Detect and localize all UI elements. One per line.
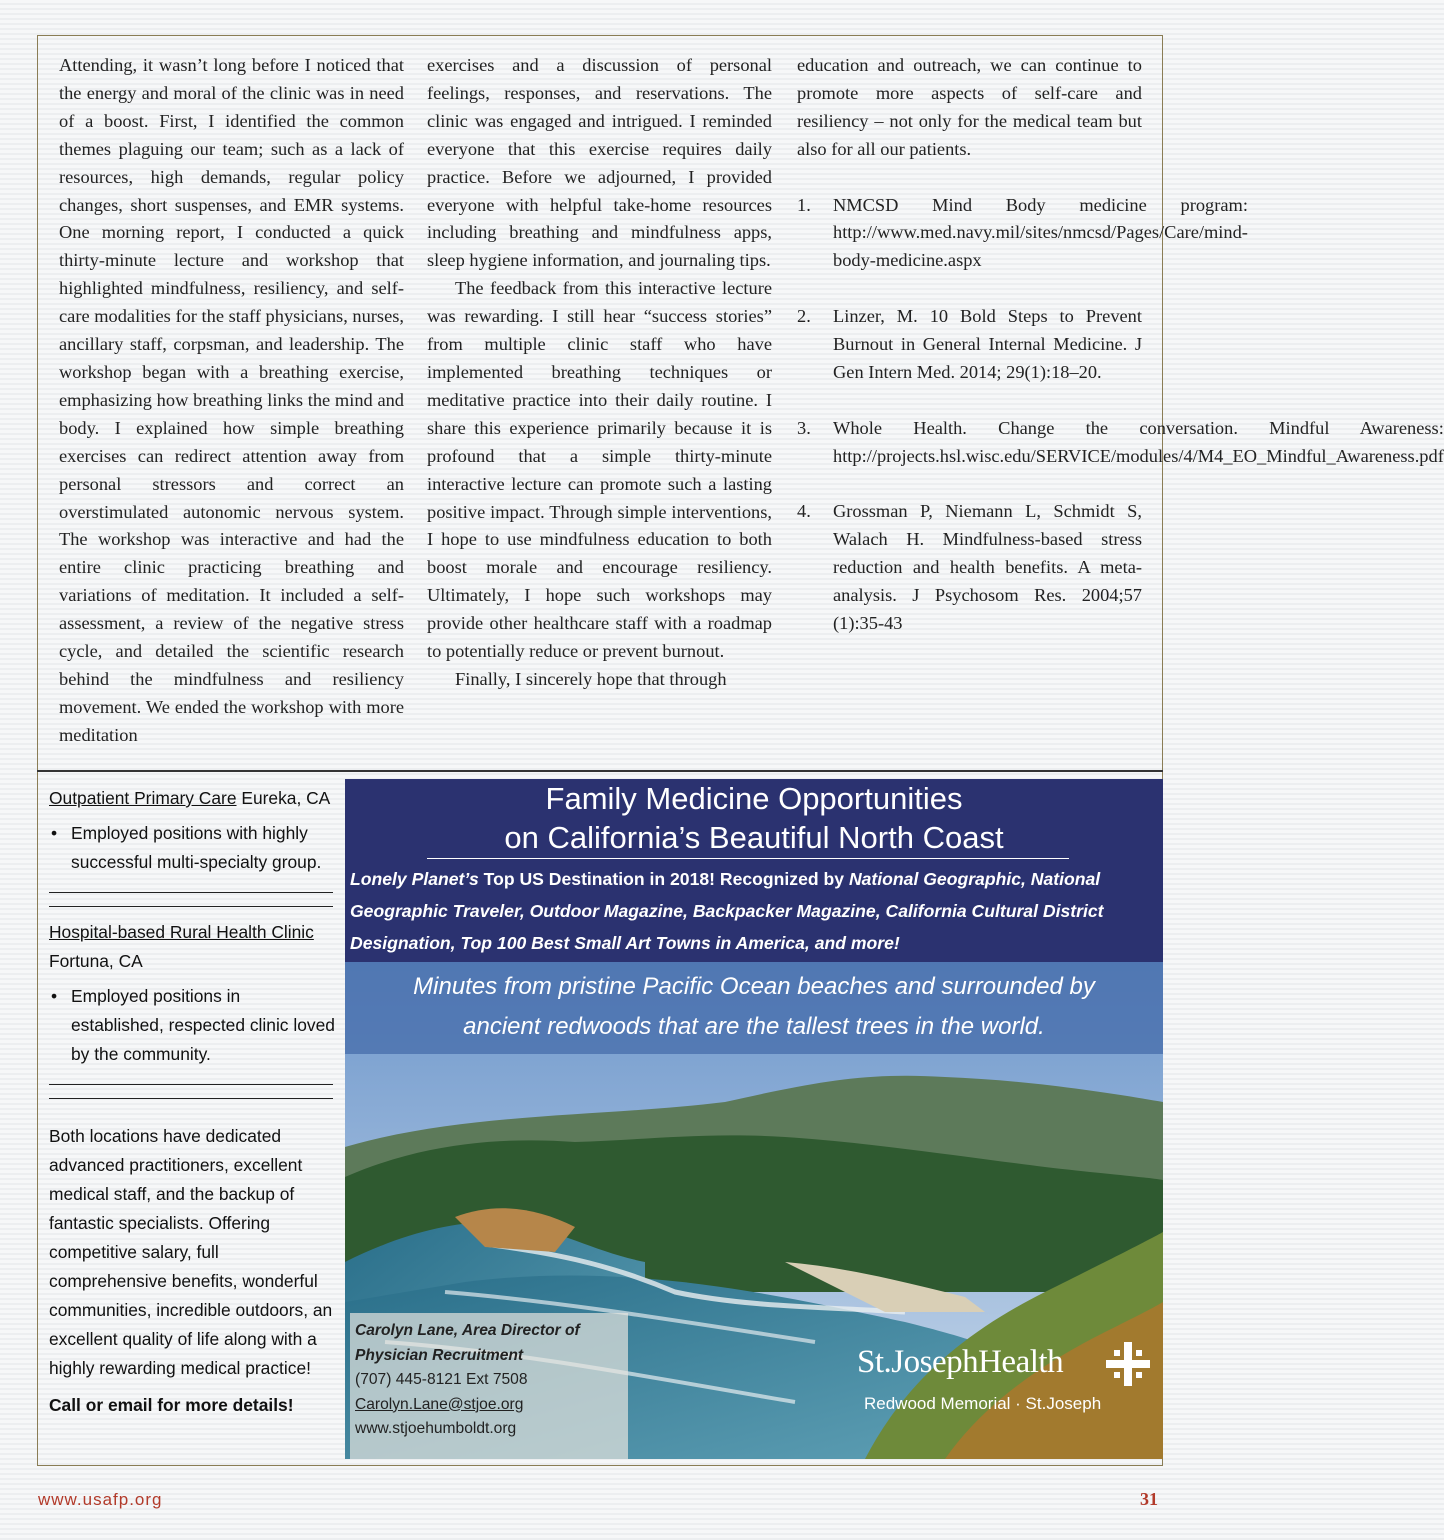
sidebar-body: Both locations have dedicated advanced practitioners, excellent medical staff, and the backup of fantastic specialists. Offering competitive salary, full comprehensive benefits, wonderful communities, incredible outdoors, an excellent quality of life along with a highly rewarding medical practice! Call or email for more details!: [49, 1122, 339, 1420]
sidebar-cta: Call or email for more details!: [49, 1395, 294, 1415]
article-paragraph: education and outreach, we can continue to promote more aspects of self-care and resiliency – not only for the medical team but also for all our patients.: [797, 55, 1142, 159]
band-line-1: Minutes from pristine Pacific Ocean beaches and surrounded by: [413, 973, 1095, 1000]
contact-name: Carolyn Lane, Area Director of: [355, 1322, 580, 1339]
location-2-city: Fortuna, CA: [49, 951, 143, 971]
sidebar-rule: [49, 1084, 333, 1085]
reference-text: Grossman P, Niemann L, Schmidt S, Walach H. Mindfulness-based stress reduction and health benefits. A meta-analysis. J Psychosom Res. 2004;57 (1):35-43: [833, 501, 1142, 634]
location-2-heading: Hospital-based Rural Health Clinic: [49, 922, 314, 942]
list-item: • Employed positions in established, respected clinic loved by the community.: [71, 982, 337, 1069]
reference-text[interactable]: NMCSD Mind Body medicine program: http://www.med.navy.mil/sites/nmcsd/Pages/Care/mind-body-medicine.aspx: [833, 194, 1248, 271]
footer-website-link[interactable]: www.usafp.org: [38, 1490, 163, 1509]
reference-item: 2. Linzer, M. 10 Bold Steps to Prevent Burnout in General Internal Medicine. J Gen Intern Med. 2014; 29(1):18–20.: [797, 303, 1142, 387]
page-number: 31: [1140, 1489, 1158, 1509]
cross-icon: [1104, 1340, 1152, 1388]
reference-text[interactable]: Whole Health. Change the conversation. Mindful Awareness: http://projects.hsl.wisc.edu/SERVICE/modules/4/M4_EO_Mindful_Awareness.pdf: [833, 417, 1444, 466]
ad-header: [345, 779, 1163, 962]
contact-box: [350, 1313, 628, 1459]
reference-item: 4. Grossman P, Niemann L, Schmidt S, Walach H. Mindfulness-based stress reduction and health benefits. A meta-analysis. J Psychosom Res. 2004;57 (1):35-43: [797, 498, 1142, 638]
article-paragraph: Finally, I sincerely hope that through: [455, 668, 727, 689]
reference-item: 3. Whole Health. Change the conversation. Mindful Awareness: http://projects.hsl.wisc.edu/SERVICE/modules/4/M4_EO_Mindful_Awareness.pdf: [797, 415, 1142, 471]
ad-title-rule: [427, 858, 1069, 859]
location-1-heading: Outpatient Primary Care Eureka, CA: [49, 788, 331, 808]
article-paragraph: Attending, it wasn’t long before I noticed that the energy and moral of the clinic was in need of a boost. First, I identified the common themes plaguing our team; such as a lack of resources, high demands, regular policy changes, short suspenses, and EMR systems. One morning report, I conducted a quick thirty-minute lecture and workshop that highlighted mindfulness, resiliency, and self-care modalities for the staff physicians, nurses, ancillary staff, corpsman, and leadership. The workshop began with a breathing exercise, emphasizing how breathing links the mind and body. I explained how simple breathing exercises can redirect attention away from personal stressors and correct an overstimulated autonomic nervous system. The workshop was interactive and had the entire clinic practicing breathing and variations of meditation. It included a self-assessment, a review of the negative stress cycle, and detailed the scientific research behind the mindfulness and resiliency movement. We ended the workshop with more meditation: [59, 55, 404, 745]
article-column-3: [797, 52, 1444, 638]
article-paragraph: The feedback from this interactive lecture was rewarding. I still hear “success stories” from multiple clinic staff who have implemented breathing techniques or meditative practice into their daily routine. I share this experience primarily because it is profound that a simple thirty-minute interactive lecture can promote such a lasting positive impact. Through simple interventions, I hope to use mindfulness education to both boost morale and encourage resiliency. Ultimately, I hope such workshops may provide other healthcare staff with a roadmap to potentially reduce or prevent burnout.: [427, 278, 772, 662]
contact-website-link[interactable]: www.stjoehumboldt.org: [355, 1420, 517, 1437]
sidebar-rule: [49, 1098, 333, 1099]
contact-email-link[interactable]: Carolyn.Lane@stjoe.org: [355, 1395, 524, 1413]
contact-phone[interactable]: (707) 445-8121 Ext 7508: [355, 1371, 528, 1388]
ad-tagline: Lonely Planet’s Top US Destination in 2018! Recognized by National Geographic, National Geographic Traveler, Outdoor Magazine, Backpacker Magazine, California Cultural District Designation, Top 100 Best Small Art Towns in America, and more!: [350, 869, 1104, 953]
list-item: • Employed positions with highly successful multi-specialty group.: [71, 819, 337, 877]
article-column-1: [59, 52, 404, 750]
ad-title-line-1: Family Medicine Opportunities: [545, 781, 963, 816]
ad-title-line-2: on California’s Beautiful North Coast: [504, 820, 1004, 855]
article-column-2: [427, 52, 772, 694]
section-divider: [37, 770, 1163, 772]
article-paragraph: exercises and a discussion of personal feelings, responses, and reservations. The clinic was engaged and intrigued. I reminded everyone that this exercise requires daily practice. Before we adjourned, I provided everyone with helpful take-home resources including breathing and mindfulness apps, sleep hygiene information, and journaling tips.: [427, 55, 772, 271]
location-2-block: [49, 918, 337, 1069]
sidebar-rule: [49, 892, 333, 893]
band-line-2: ancient redwoods that are the tallest trees in the world.: [463, 1013, 1045, 1040]
contact-role: Physician Recruitment: [355, 1346, 524, 1364]
location-2-list: [49, 982, 337, 1069]
reference-item: 1. NMCSD Mind Body medicine program: http://www.med.navy.mil/sites/nmcsd/Pages/Care/mind-body-medicine.aspx: [797, 192, 1142, 276]
sidebar-rule: [49, 906, 333, 907]
reference-text: Linzer, M. 10 Bold Steps to Prevent Burnout in General Internal Medicine. J Gen Intern Med. 2014; 29(1):18–20.: [833, 306, 1142, 382]
st-joseph-health-logo: St.JosephHealth Redwood Memorial · St.Joseph: [857, 1340, 1157, 1450]
recruitment-ad: [345, 779, 1163, 1459]
ad-sidebar: [49, 784, 337, 877]
location-1-list: [49, 819, 337, 877]
